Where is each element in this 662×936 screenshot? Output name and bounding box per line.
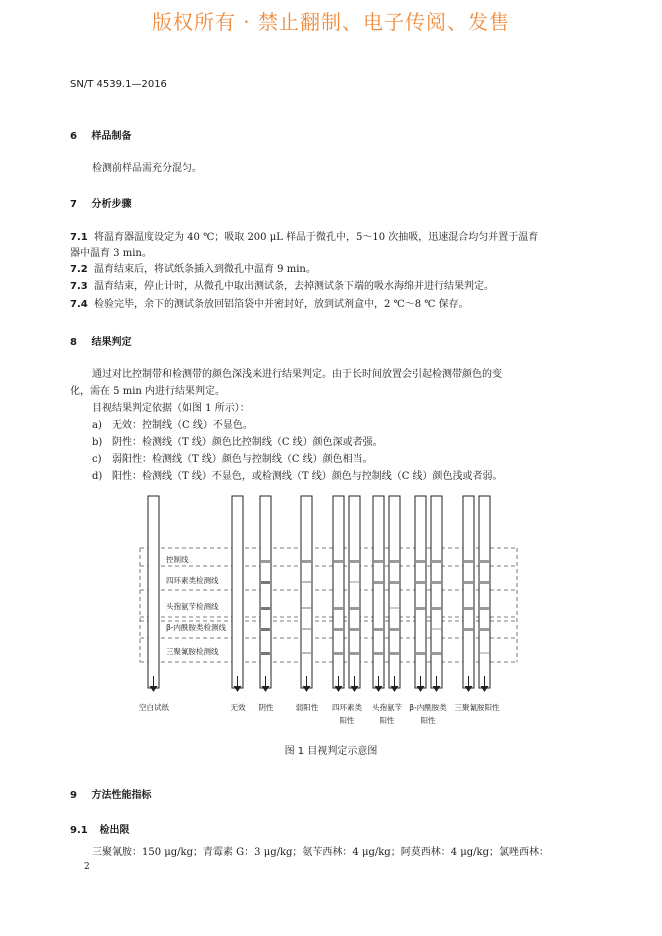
clause-title: 检出限 — [99, 825, 130, 836]
strip-mel-b — [479, 496, 490, 688]
strip-label-negative: 阴性 — [258, 703, 274, 712]
section-title: 分析步骤 — [91, 199, 132, 210]
clause-9-1-heading — [70, 821, 129, 836]
strip-blank — [148, 496, 159, 688]
section-title: 样品制备 — [91, 131, 132, 142]
strip-tc-a — [333, 496, 344, 688]
strip-label-bl: β-内酰胺类 — [409, 703, 447, 712]
strip-bl-b — [431, 496, 442, 688]
list-text: 阴性：检测线（T 线）颜色比控制线（C 线）颜色深或者强。 — [112, 437, 383, 448]
label-mel-line: 三聚氰胺检测线 — [166, 647, 219, 656]
paragraph: 目视结果判定依据（如图 1 所示）： — [92, 403, 250, 414]
strip-label-blank: 空白试纸 — [139, 703, 169, 712]
section-title: 结果判定 — [91, 337, 132, 348]
standard-number: SN/T 4539.1—2016 — [70, 79, 167, 90]
strip-label-tc: 四环素类 — [332, 703, 362, 712]
strip-label-tc-pos: 阳性 — [339, 716, 355, 725]
list-text: 阳性：检测线（T 线）不显色，或检测线（T 线）颜色与控制线（C 线）颜色浅或者弱。 — [112, 471, 503, 482]
clause-text: 将温育器温度设定为 40 ℃；吸取 200 μL 样品于微孔中，5～10 次抽吸，迅速混合均匀并置于温育 — [94, 232, 539, 243]
strip-bl-a — [415, 496, 426, 688]
paragraph: 三聚氰胺：150 μg/kg；青霉素 G：3 μg/kg；氨苄西林：4 μg/kg；阿莫西林：4 μg/kg；氯唑西林： — [92, 847, 549, 858]
section-number: 8 — [70, 337, 77, 348]
clause-number: 7.2 — [70, 264, 88, 275]
section-title: 方法性能指标 — [91, 790, 152, 801]
strip-label-mel: 三聚氰胺阳性 — [454, 703, 500, 712]
strip-label-ceph-pos: 阳性 — [379, 716, 395, 725]
clause-number: 7.3 — [70, 281, 88, 292]
clause-7-1-cont: 器中温育 3 min。 — [70, 248, 152, 259]
clause-text: 温育结束后，将试纸条插入到微孔中温育 9 min。 — [94, 264, 316, 275]
watermark-banner: 版权所有 · 禁止翻制、电子传阅、发售 — [151, 10, 511, 34]
list-label: b) — [92, 437, 103, 448]
strip-ceph-b — [389, 496, 400, 688]
strip-ceph-a — [373, 496, 384, 688]
paragraph-cont: 化，需在 5 min 内进行结果判定。 — [70, 386, 226, 397]
list-text: 弱阳性：检测线（T 线）颜色与控制线（C 线）颜色相当。 — [112, 454, 373, 465]
strip-negative — [260, 496, 271, 688]
strip-invalid — [232, 496, 243, 688]
strip-label-weak: 弱阳性 — [295, 703, 319, 712]
strip-tc-b — [349, 496, 360, 688]
list-text: 无效：控制线（C 线）不显色。 — [112, 420, 253, 431]
strip-label-invalid: 无效 — [230, 703, 246, 712]
section-number: 7 — [70, 199, 77, 210]
list-label: c) — [92, 454, 102, 465]
label-control-line: 控制线 — [166, 555, 189, 564]
list-label: a) — [92, 420, 102, 431]
paragraph: 检测前样品需充分混匀。 — [92, 163, 202, 174]
figure-caption: 图 1 目视判定示意图 — [284, 746, 378, 757]
label-bl-line: β-内酰胺类检测线 — [166, 623, 226, 632]
test-strips — [148, 496, 490, 688]
clause-text: 温育结束，停止计时，从微孔中取出测试条，去掉测试条下端的吸水海绵并进行结果判定。 — [94, 281, 494, 292]
clause-number: 7.4 — [70, 299, 88, 310]
section-9-heading — [70, 786, 151, 801]
strip-label-ceph: 头孢氨苄 — [372, 703, 402, 712]
clause-text: 检验完毕，余下的测试条放回铝箔袋中并密封好，放到试剂盒中，2 ℃～8 ℃ 保存。 — [94, 299, 469, 310]
list-label: d) — [92, 471, 103, 482]
clause-number: 9.1 — [70, 825, 88, 836]
clause-number: 7.1 — [70, 232, 88, 243]
strip-label-bl-pos: 阳性 — [420, 716, 436, 725]
section-number: 6 — [70, 131, 77, 142]
paragraph: 通过对比控制带和检测带的颜色深浅来进行结果判定。由于长时间放置会引起检测带颜色的变 — [92, 369, 502, 380]
page-number: 2 — [84, 862, 90, 872]
label-tc-line: 四环素类检测线 — [166, 576, 219, 585]
strip-weak — [301, 496, 312, 688]
section-number: 9 — [70, 790, 77, 801]
strip-mel-a — [463, 496, 474, 688]
label-ceph-line: 头孢氨苄检测线 — [166, 602, 219, 611]
